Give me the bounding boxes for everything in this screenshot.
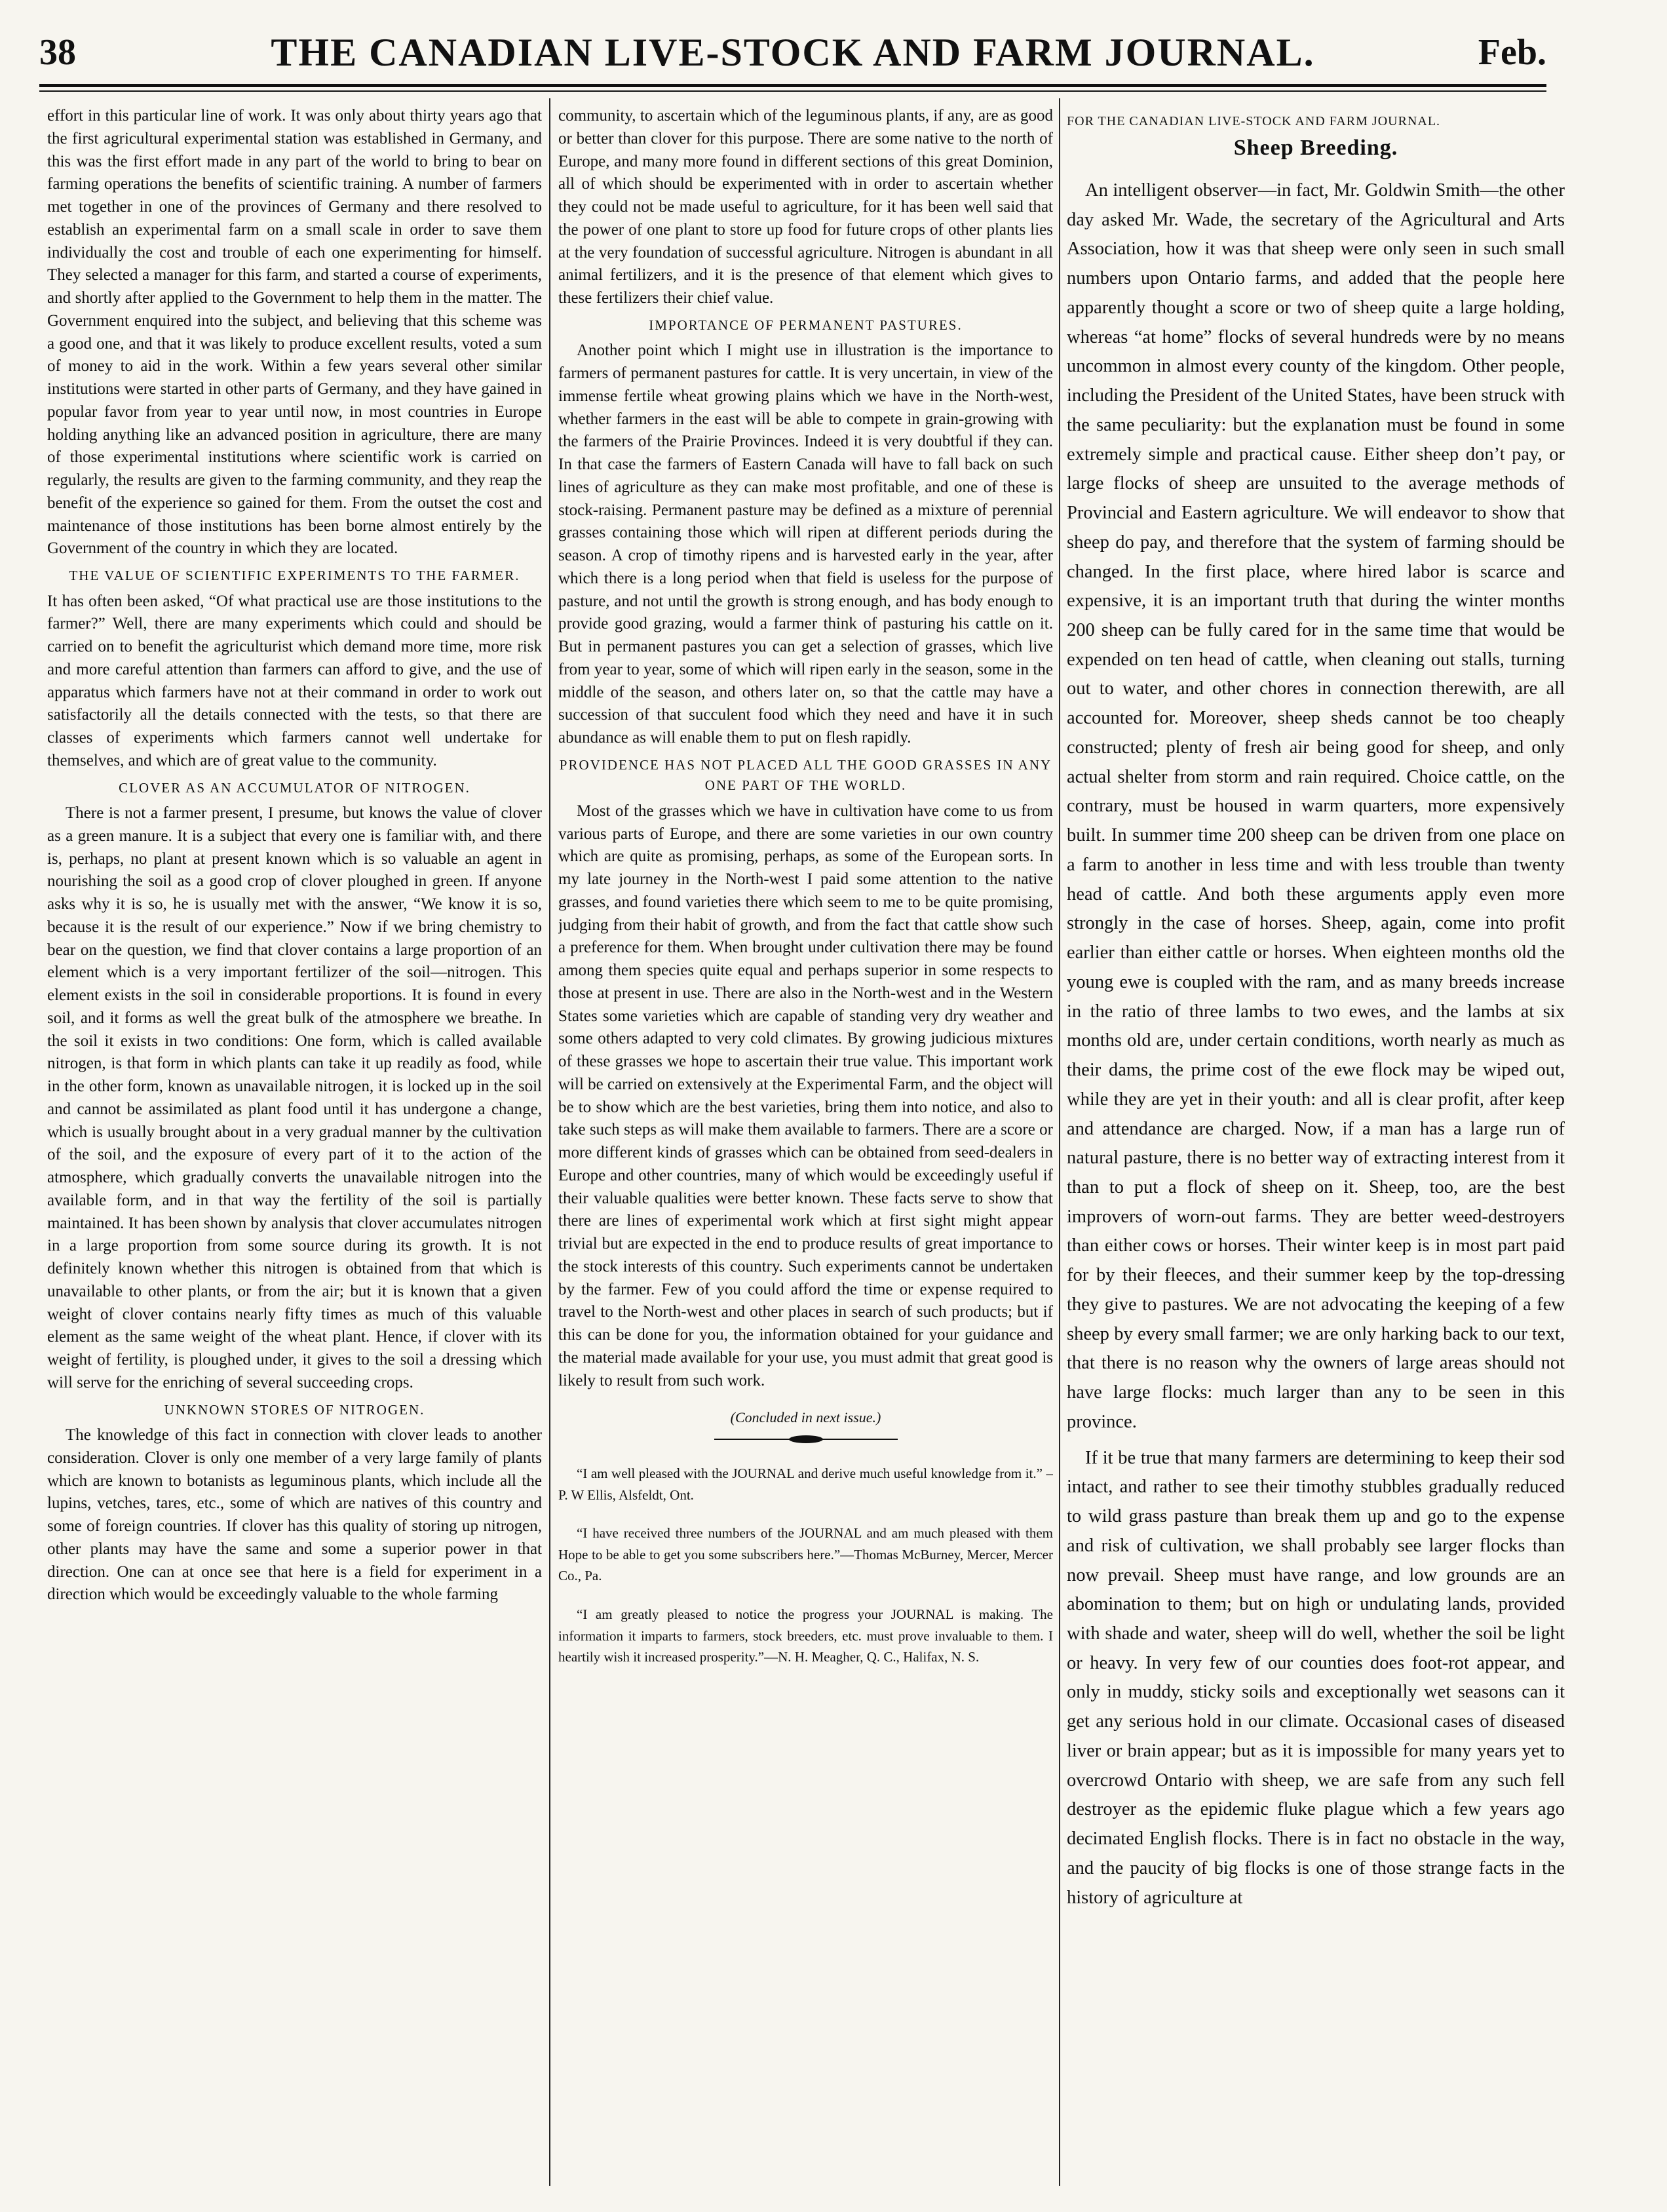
- paragraph: It has often been asked, “Of what practical use are those institutions to the farmer?” Well, there are many experiments which could and should be carried on to benefit the agriculturist which demand more time, more risk and more careful attention than farmers can afford to give, and the use of apparatus which farmers have not at their command in order to work out satisfactorily all the details connected with the tests, so that there are classes of experiments which farmers cannot well undertake for themselves, and which are of great value to the community.: [47, 592, 542, 769]
- section-heading: PROVIDENCE HAS NOT PLACED ALL THE GOOD GRASSES IN ANY ONE PART OF THE WORLD.: [559, 756, 1052, 794]
- journal-title: THE CANADIAN LIVE-STOCK AND FARM JOURNAL.: [271, 31, 1315, 74]
- article-title: Sheep Breeding.: [1233, 136, 1398, 160]
- paragraph: community, to ascertain which of the leguminous plants, if any, are as good or better than clover for this purpose. There are some native to the north of Europe, and many more found in different sections of this great Dominion, all of which should be experimented with in order to ascertain whether they could not be made useful to agriculture, for it has been well said that the power of one plant to store up food for future crops of other plants lies at the very foundation of successful agriculture. Nitrogen is abundant in all animal fertilizers, and it is the presence of that element which gives to these fertilizers their chief value.: [558, 107, 1053, 307]
- column-2: [558, 105, 1053, 2186]
- testimonial: “I have received three numbers of the JOURNAL and am much pleased with them Hope to be able to get you some subscribers here.”—Thomas McBurney, Mercer, Mercer Co., Pa.: [558, 1525, 1053, 1584]
- header-rule-thin: [39, 90, 1546, 92]
- paragraph: The knowledge of this fact in connection with clover leads to another consideration. Clover is only one member of a very large family of plants which are known to botanists as leguminous plants, which include all the lupins, vetches, tares, etc., some of which are natives of this country and some of foreign countries. If clover has this quality of storing up nitrogen, other plants may have the same and some a superior power in that direction. One can at once see that here is a field for experiment in a direction which would be exceedingly valuable to the whole farming: [47, 1426, 542, 1604]
- concluded-note: (Concluded in next issue.): [730, 1409, 881, 1426]
- column-divider: [549, 98, 550, 2186]
- paragraph: effort in this particular line of work. It was only about thirty years ago that the first agricultural experimental station was established in Germany, and this was the first effort made in any part of the world to bring to bear on farming operations the benefits of scientific training. A number of farmers met together in one of the provinces of Germany and there resolved to establish an experimental farm on a small scale in order to save them individually the cost and trouble of each one experimenting for himself. They selected a manager for this farm, and started a course of experiments, and shortly after applied to the Government to help them in the matter. The Government enquired into the subject, and believing that this scheme was a good one, and that it was likely to produce excellent results, voted a sum of money to aid in the work. Within a few years several other similar institutions were started in other parts of Germany, and they have gained in popular favor from year to year until now, in most countries in Europe holding anything like an advanced position in agriculture, there are many of those experimental institutions where scientific work is carried on regularly, the results are given to the farming community, and they reap the benefit of the experience so gained for them. From the outset the cost and maintenance of those institutions has been borne almost entirely by the Government of the country in which they are located.: [47, 107, 542, 558]
- column-divider: [1059, 98, 1060, 2186]
- testimonial: “I am well pleased with the JOURNAL and derive much useful knowledge from it.” –P. W Ellis, Alsfeldt, Ont.: [558, 1465, 1053, 1503]
- ornament-rule-icon: [714, 1434, 898, 1445]
- section-heading: CLOVER AS AN ACCUMULATOR OF NITROGEN.: [119, 779, 470, 796]
- paragraph: Most of the grasses which we have in cultivation have come to us from various parts of Europe, and there are some varieties in our own country which are quite as promising, perhaps, as some of the European sorts. In my late journey in the North-west I paid some attention to the native grasses, and found varieties there which seem to me to be quite promising, judging from their habit of growth, and from the fact that cattle show such a preference for them. When brought under cultivation there may be found among them species quite equal and perhaps superior in some respects to those at present in use. There are also in the North-west and in the Western States some varieties which are capable of standing very dry weather and some others adapted to very cold climates. By growing judicious mixtures of these grasses we hope to ascertain their true value. This important work will be carried on extensively at the Experimental Farm, and the object will be to show which are the best varieties, bring them into notice, and also to take such steps as will make them available to farmers. There are a score or more different kinds of grasses which can be obtained from seed-dealers in Europe and other countries, many of which would be exceedingly useful if their valuable qualities were better known. These facts serve to show that there are lines of experimental work which at first sight might appear trivial but are expected in the end to produce results of great importance to the stock interests of this country. Such experiments cannot be undertaken by the farmer. Few of you could afford the time or expense required to travel to the North-west and other places in search of such products; but if this can be done for you, the information obtained for your guidance and the material made available for your use, you must admit that great good is likely to result from such work.: [558, 802, 1053, 1389]
- section-heading: THE VALUE OF SCIENTIFIC EXPERIMENTS TO THE FARMER.: [69, 568, 520, 583]
- issue-month: Feb.: [1478, 32, 1546, 73]
- column-1: [47, 105, 542, 2186]
- paragraph: If it be true that many farmers are determining to keep their sod intact, and rather to see their timothy stubbles gradually reduced to wild grass pasture than break them up and go to the expense and risk of cultivation, we shall probably see larger flocks than now prevail. Sheep must have range, and low grounds are an abomination to them; but on high or undulating lands, provided with shade and water, sheep will do well, whether the soil be light or heavy. In very few of our counties does foot-rot appear, and only in muddy, sticky soils and exceptionally wet seasons can it get any serious hold in our climate. Occasional cases of diseased liver or brain appear; but as it is impossible for many years yet to overcrowd Ontario with sheep, we are safe from any such fell destroyer as the epidemic fluke plague which a few years ago decimated English flocks. There is in fact no obstacle in the way, and the paucity of big flocks is one of those strange facts in the history of agriculture at: [1067, 1447, 1565, 1908]
- section-heading: UNKNOWN STORES OF NITROGEN.: [164, 1401, 425, 1418]
- paragraph: There is not a farmer present, I presume, but knows the value of clover as a green manure. It is a subject that every one is familiar with, and there is, perhaps, no plant at present known which is so valuable an agent in nourishing the soil as a good crop of clover ploughed in green. If anyone asks why it is so, he is usually met with the answer, “We know it is so, because it is the result of our experience.” Now if we bring chemistry to bear on the question, we find that clover contains a large proportion of an element which is a very important fertilizer of the soil—nitrogen. This element exists in the soil in considerable proportions. It is found in every soil, and it forms as well the great bulk of the atmosphere we breathe. In the soil it exists in two conditions: One form, which is called available nitrogen, is that form in which plants can take it up readily as food, while in the other form, known as unavailable nitrogen, it is locked up in the soil and cannot be assimilated as plant food until it has undergone a change, which is usually brought about in a very gradual manner by the cultivation of the soil, and the exposure of every part of it to the action of the atmosphere, which gradually converts the unavailable nitrogen into the available form, and in that way the fertility of the soil is partially maintained. It has been shown by analysis that clover accumulates nitrogen in a large proportion from some source during its growth. It is not definitely known whether this nitrogen is obtained from that which is unavailable to other plants, or from the air; but it is known that a given weight of clover contains nearly fifty times as much of this valuable element as the same weight of the wheat plant. Hence, if clover with its weight of fertility, is ploughed under, it gives to the soil a dressing which will serve for the enriching of several succeeding crops.: [47, 804, 542, 1391]
- header-rule: [39, 84, 1546, 87]
- page-header: [39, 26, 1546, 79]
- section-heading: IMPORTANCE OF PERMANENT PASTURES.: [649, 317, 963, 333]
- paragraph: Another point which I might use in illustration is the importance to farmers of permanent pastures for cattle. It is very uncertain, in view of the immense fertile wheat growing plains which we have in the North-west, whether farmers in the east will be able to compete in grain-growing with the farmers of the Prairie Provinces. Indeed it is very doubtful if they can. In that case the farmers of Eastern Canada will have to fall back on such lines of agriculture as they can make most profitable, and one of these is stock-raising. Permanent pasture may be defined as a mixture of perennial grasses containing those which will ripen at different periods during the season. A crop of timothy ripens and is harvested early in the year, after which there is a long period when that field is useless for the purpose of pasture, and not until the growth is strong enough, and has body enough to provide good grazing, would a farmer think of pasturing his cattle on it. But in permanent pastures you can get a selection of grasses, which live from year to year, some of which will ripen early in the season, some in the middle of the season, and others later on, so that the cattle may have a succession of that succulent food which they need and have it in such abundance as will enable them to put on flesh rapidly.: [558, 341, 1053, 747]
- column-3: [1067, 105, 1565, 2186]
- page-number: 38: [39, 32, 76, 73]
- testimonial: “I am greatly pleased to notice the progress your JOURNAL is making. The information it imparts to farmers, stock breeders, etc. must prove invaluable to them. I heartily wish it increased prosperity.”—N. H. Meagher, Q. C., Halifax, N. S.: [558, 1606, 1053, 1665]
- paragraph: An intelligent observer—in fact, Mr. Goldwin Smith—the other day asked Mr. Wade, the secretary of the Agricultural and Arts Association, how it was that sheep were only seen in such small numbers upon Ontario farms, and added that the people here apparently thought a score or two of sheep quite a large holding, whereas “at home” flocks of several hundreds were by no means uncommon in almost every county of the kingdom. Other people, including the President of the United States, have been struck with the same peculiarity: but the explanation must be found in some extremely simple and practical cause. Either sheep don’t pay, or large flocks of sheep are unsuited to the average methods of Provincial and Eastern agriculture. We will endeavor to show that sheep do pay, and therefore that the system of farming should be changed. In the first place, where hired labor is scarce and expensive, it is an important truth that during the winter months 200 sheep can be fully cared for in the same time that would be expended on ten head of cattle, when cleaning out stalls, turning out to water, and other chores in connection therewith, are all accounted for. Moreover, sheep sheds cannot be too cheaply constructed; plenty of fresh air being good for sheep, and only actual shelter from storm and rain required. Choice cattle, on the contrary, must be housed in warm quarters, more expensively built. In summer time 200 sheep can be driven from one place on a farm to another in less time and with less trouble than twenty head of cattle. And both these arguments apply even more strongly in the case of horses. Sheep, again, come into profit earlier than either cattle or horses. When eighteen months old the young ewe is coupled with the ram, and as many breeds increase in the ratio of three lambs to two ewes, and the lambs at six months old are, under certain conditions, worth nearly as much as their dams, the prime cost of the ewe flock may be wiped out, while they are yet in their youth: and all is clear profit, after keep and attendance are charged. Now, if a man has a large run of natural pasture, there is no better way of extracting interest from it than to put a flock of sheep on it. Sheep, too, are the best improvers of worn-out farms. They are better weed-destroyers than either cows or horses. Their winter keep is in most part paid for by their fleeces, and their summer keep by the top-dressing they give to pastures. We are not advocating the keeping of a few sheep by every small farmer; we are only harking back to our text, that there is no reason why the owners of large areas should not have large flocks: much larger than any to be seen in this province.: [1067, 180, 1565, 1432]
- article-kicker: FOR THE CANADIAN LIVE-STOCK AND FARM JOURNAL.: [1067, 114, 1441, 128]
